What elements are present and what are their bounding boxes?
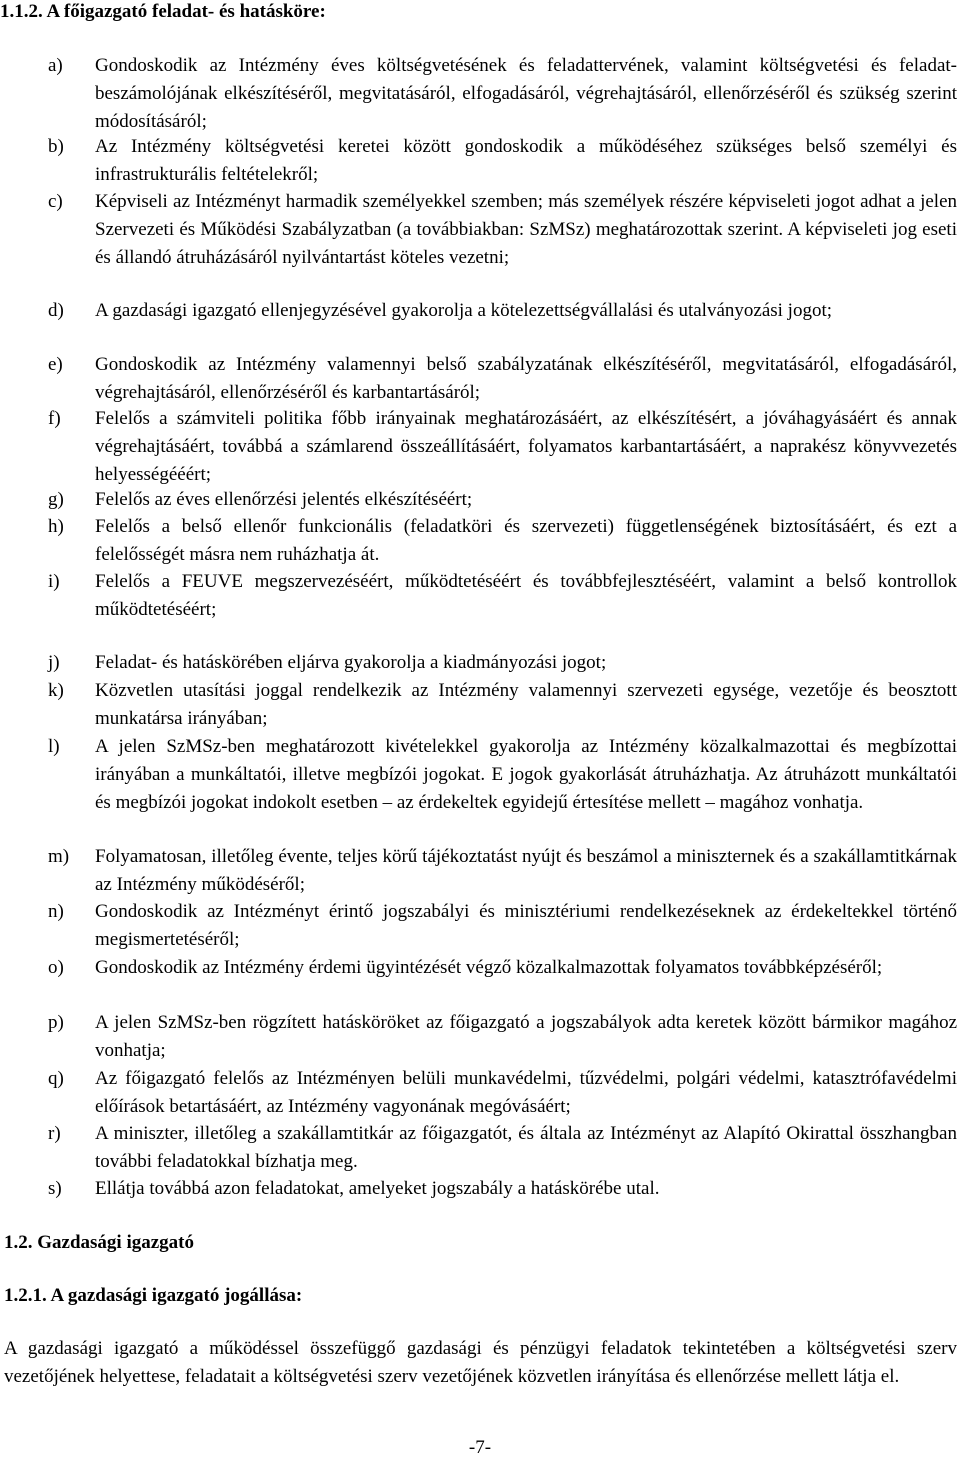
list-item-label: h): [48, 516, 64, 537]
list-item-label: g): [48, 489, 64, 510]
list-item-text: Az Intézmény költségvetési keretei között gondoskodik a működéséhez szükséges belső személyi és infrastrukturális feltételekről;: [95, 136, 957, 185]
list-item-label: l): [48, 736, 60, 757]
list-item-text: Felelős az éves ellenőrzési jelentés elkészítéséért;: [95, 489, 473, 510]
list-item-label: p): [48, 1012, 64, 1033]
list-item-text: A miniszter, illetőleg a szakállamtitkár az főigazgatót, és általa az Intézményt az Alapító Okirattal összhangban további feladatokkal bízhatja meg.: [95, 1123, 957, 1172]
list-item-text: Feladat- és hatáskörében eljárva gyakorolja a kiadmányozási jogot;: [95, 652, 607, 673]
list-item-text: Gondoskodik az Intézmény érdemi ügyintézését végző közalkalmazottak folyamatos továbbképzéséről;: [95, 957, 883, 978]
list-item-text: A gazdasági igazgató ellenjegyzésével gyakorolja a kötelezettségvállalási és utalványozási jogot;: [95, 300, 833, 321]
list-item-text: Gondoskodik az Intézmény éves költségvetésének és feladattervének, valamint költségvetési és feladat-beszámolójának elkészítéséről, megvitatásáról, elfogadásáról, végrehajtásáról, ellenőrzéséről és szükség szerint módosításáról;: [95, 55, 957, 132]
list-item-label: k): [48, 680, 64, 701]
list-item-label: c): [48, 191, 63, 212]
list-item-label: q): [48, 1068, 64, 1089]
list-item-label: o): [48, 957, 64, 978]
list-item-label: n): [48, 901, 64, 922]
list-item-text: Gondoskodik az Intézményt érintő jogszabályi és minisztériumi rendelkezéseknek az érdekeltekkel történő megismertetéséről;: [95, 901, 957, 950]
list-item-text: Az főigazgató felelős az Intézményen belüli munkavédelmi, tűzvédelmi, polgári védelmi, katasztrófavédelmi előírások betartásáért, az Intézmény vagyonának megóvásáért;: [95, 1068, 957, 1117]
list-item-label: b): [48, 136, 64, 157]
list-item-text: A jelen SzMSz-ben meghatározott kivételekkel gyakorolja az Intézmény közalkalmazottai és megbízottai irányában a munkáltatói, illetve megbízói jogokat. E jogok gyakorlását átruházhatja. Az átruházott munkáltatói és megbízói jogokat indokolt esetben – az érdekeltek egyidejű értesítése mellett – magához vonhatja.: [95, 736, 957, 813]
list-item-text: A jelen SzMSz-ben rögzített hatásköröket az főigazgató a jogszabályok adta keretek között bármikor magához vonhatja;: [95, 1012, 957, 1061]
list-item-text: Folyamatosan, illetőleg évente, teljes körű tájékoztatást nyújt és beszámol a miniszternek és a szakállamtitkárnak az Intézmény működéséről;: [95, 846, 957, 895]
list-item-text: Képviseli az Intézményt harmadik személyekkel szemben; más személyek részére képviseleti jogot adhat a jelen Szervezeti és Működési Szabályzatban (a továbbiakban: SzMSz) meghatározottak szerint. A képviseleti jog eseti és állandó átruházásáról nyilvántartást köteles vezetni;: [95, 191, 957, 268]
list-item-text: Gondoskodik az Intézmény valamennyi belső szabályzatának elkészítéséről, megvitatásáról, elfogadásáról, végrehajtásáról, ellenőrzéséről és karbantartásáról;: [95, 354, 957, 403]
page-number: -7-: [468, 1437, 492, 1458]
list-item-text: Felelős a belső ellenőr funkcionális (feladatköri és szervezeti) függetlenségének biztosításáért, és ezt a felelősségét másra nem ruházhatja át.: [95, 516, 957, 565]
list-item-text: Felelős a számviteli politika főbb irányainak meghatározásáért, az elkészítésért, a jóváhagyásáért és annak végrehajtásáért, továbbá a számlarend összeállításáért, folyamatos karbantartásáért, a naprakész könyvvezetés helyességééért;: [95, 408, 957, 485]
list-item-label: s): [48, 1178, 62, 1199]
body-paragraph: A gazdasági igazgató a működéssel összefüggő gazdasági és pénzügyi feladatok tekintetében a költségvetési szerv vezetőjének helyettese, feladatait a költségvetési szerv vezetőjének közvetlen irányítása és ellenőrzése mellett látja el.: [4, 1338, 957, 1387]
section-heading-1-2: 1.2. Gazdasági igazgató: [4, 1232, 194, 1253]
list-item-label: r): [48, 1123, 61, 1144]
list-item-label: a): [48, 55, 63, 76]
list-item-text: Felelős a FEUVE megszervezéséért, működtetéséért és továbbfejlesztéséért, valamint a belső kontrollok működtetéséért;: [95, 571, 957, 620]
list-item-label: i): [48, 571, 60, 592]
list-item-label: m): [48, 846, 70, 867]
section-heading-1-2-1: 1.2.1. A gazdasági igazgató jogállása:: [4, 1285, 303, 1306]
section-heading-1-1-2: 1.1.2. A főigazgató feladat- és hatásköre:: [0, 1, 326, 22]
list-item-label: f): [48, 408, 61, 429]
list-item-text: Ellátja továbbá azon feladatokat, amelyeket jogszabály a hatáskörébe utal.: [95, 1178, 660, 1199]
list-item-label: j): [48, 652, 60, 673]
list-item-text: Közvetlen utasítási joggal rendelkezik az Intézmény valamennyi szervezeti egysége, vezetője és beosztott munkatársa irányában;: [95, 680, 957, 729]
list-item-label: d): [48, 300, 64, 321]
list-item-label: e): [48, 354, 63, 375]
